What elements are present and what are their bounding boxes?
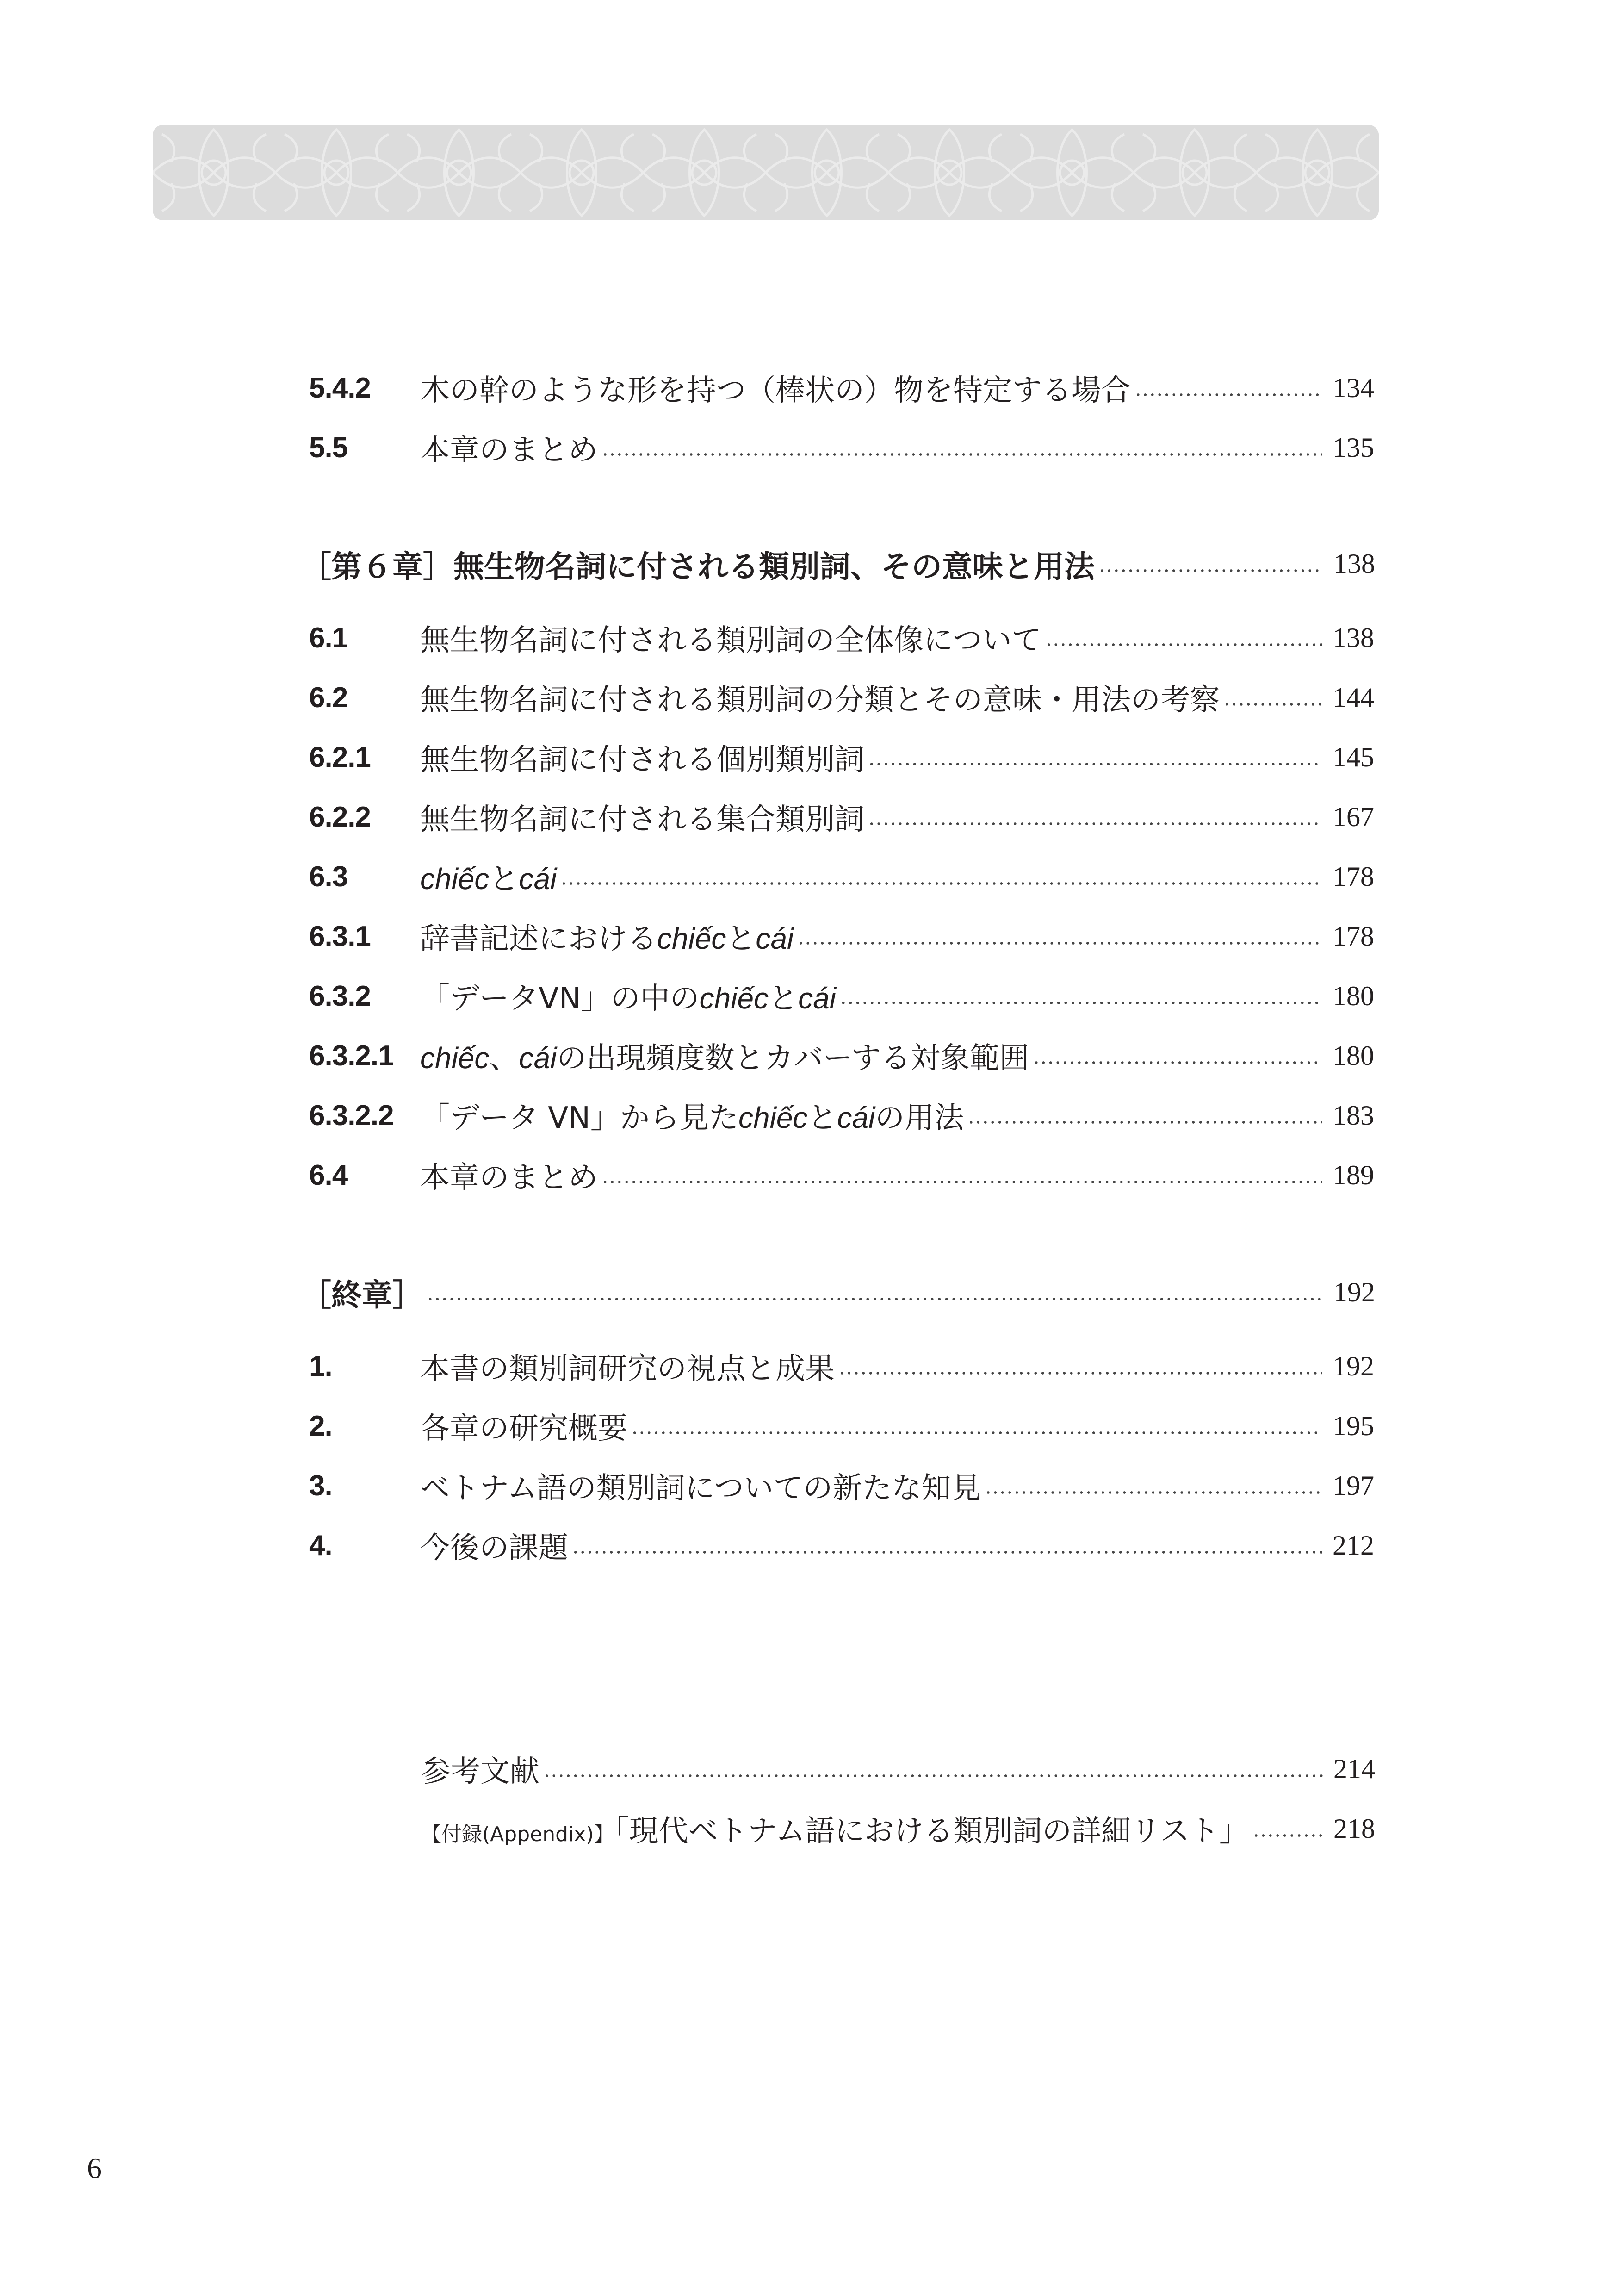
section-title: 木の幹のような形を持つ（棒状の）物を特定する場合 <box>420 373 1131 408</box>
dot-leader <box>1223 703 1322 706</box>
page-number: 138 <box>1333 622 1374 653</box>
section-number: 6.2.2 <box>309 801 371 833</box>
page-number: 144 <box>1333 682 1374 713</box>
page-number: 218 <box>1333 1813 1375 1844</box>
dot-leader <box>427 1298 1323 1300</box>
section-title: chiếc、cáiの出現頻度数とカバーする対象範囲 <box>420 1041 1029 1076</box>
dot-leader <box>560 882 1322 885</box>
toc-entry-final-3 <box>309 1460 1374 1511</box>
section-number: 6.3.1 <box>309 920 371 952</box>
chapter-title: ［終章］ <box>301 1277 423 1313</box>
section-number: 6.3 <box>309 860 348 893</box>
section-title: ベトナム語の類別詞についての新たな知見 <box>420 1471 981 1506</box>
dot-leader <box>985 1491 1322 1494</box>
page-number: 192 <box>1333 1276 1375 1307</box>
dot-leader <box>1252 1834 1323 1837</box>
section-number: 1. <box>309 1350 332 1382</box>
toc-entry-6-3-2 <box>309 971 1374 1021</box>
section-number: 6.1 <box>309 622 348 654</box>
dot-leader <box>840 1002 1322 1004</box>
dot-leader <box>797 942 1322 945</box>
appendix-label: 【付録(Appendix)】 <box>421 1823 614 1846</box>
page-number: 214 <box>1333 1753 1375 1784</box>
dot-leader <box>868 763 1322 765</box>
section-title: 無生物名詞に付される類別詞の分類とその意味・用法の考察 <box>420 683 1220 717</box>
toc-entry-5-5 <box>309 422 1374 473</box>
dot-leader <box>1134 393 1322 396</box>
page-number: 167 <box>1333 801 1374 832</box>
toc-entry-final-2 <box>309 1400 1374 1451</box>
section-number: 5.5 <box>309 431 348 464</box>
ornament-pattern <box>153 125 1379 220</box>
dot-leader <box>572 1551 1322 1554</box>
section-title: 各章の研究概要 <box>420 1412 627 1446</box>
toc-entry-6-1 <box>309 612 1374 663</box>
dot-leader <box>967 1121 1322 1124</box>
page-folio: 6 <box>87 2152 102 2184</box>
dot-leader <box>601 453 1322 456</box>
page-number: 135 <box>1333 432 1374 463</box>
toc-entry-6-3 <box>309 851 1374 902</box>
toc-entry-6-2-2 <box>309 791 1374 842</box>
page-number: 189 <box>1333 1159 1374 1190</box>
section-number: 6.3.2 <box>309 980 371 1012</box>
toc-entry-6-2-1 <box>309 732 1374 783</box>
page-number: 195 <box>1333 1410 1374 1441</box>
toc-final-chapter <box>301 1267 1375 1318</box>
section-number: 3. <box>309 1469 332 1502</box>
toc-entry-6-3-2-1 <box>309 1030 1374 1081</box>
section-number: 4. <box>309 1529 332 1562</box>
dot-leader <box>1045 643 1322 646</box>
section-number: 6.2 <box>309 681 348 714</box>
toc-entry-6-4 <box>309 1150 1374 1201</box>
section-title: 参考文献 <box>421 1755 539 1789</box>
section-number: 6.2.1 <box>309 741 371 773</box>
section-title: 今後の課題 <box>420 1531 568 1565</box>
section-title <box>421 1807 1249 1850</box>
dot-leader <box>1098 569 1323 572</box>
page-number: 197 <box>1333 1470 1374 1501</box>
section-number: 6.3.2.2 <box>309 1099 394 1132</box>
page-number: 183 <box>1333 1100 1374 1131</box>
toc-chapter-6 <box>301 538 1375 589</box>
section-title: 本章のまとめ <box>420 433 598 467</box>
toc-entry-6-3-1 <box>309 911 1374 962</box>
page-number: 212 <box>1333 1530 1374 1561</box>
toc-entry-final-4 <box>309 1520 1374 1571</box>
toc-entry-5-4-2 <box>309 362 1374 413</box>
section-number: 6.4 <box>309 1159 348 1191</box>
page-number: 180 <box>1333 980 1374 1011</box>
section-number: 5.4.2 <box>309 372 371 404</box>
page-number: 192 <box>1333 1350 1374 1381</box>
page-number: 178 <box>1333 861 1374 892</box>
header-ornament-banner <box>153 125 1379 220</box>
section-title: 辞書記述におけるchiếcとcái <box>420 922 794 956</box>
dot-leader <box>543 1774 1323 1777</box>
dot-leader <box>838 1372 1322 1375</box>
toc-entry-6-2 <box>309 672 1374 723</box>
toc-entry-6-3-2-2 <box>309 1090 1374 1141</box>
section-title: chiếcとcái <box>420 862 557 896</box>
page-number: 134 <box>1333 372 1374 403</box>
toc-appendix <box>421 1803 1375 1854</box>
section-title: 無生物名詞に付される集合類別詞 <box>420 803 864 837</box>
section-title: 本書の類別詞研究の視点と成果 <box>420 1352 835 1386</box>
chapter-title: ［第６章］無生物名詞に付される類別詞、その意味と用法 <box>301 548 1095 585</box>
section-title: 本章のまとめ <box>420 1161 598 1195</box>
section-title: 無生物名詞に付される個別類別詞 <box>420 743 864 777</box>
section-title: 「データVN」の中のchiếcとcái <box>420 982 836 1016</box>
section-title: 無生物名詞に付される類別詞の全体像について <box>420 623 1041 658</box>
page-number: 178 <box>1333 921 1374 952</box>
page-number: 145 <box>1333 741 1374 772</box>
page-number: 138 <box>1333 548 1375 579</box>
section-number: 2. <box>309 1410 332 1442</box>
dot-leader <box>631 1431 1322 1434</box>
section-number: 6.3.2.1 <box>309 1039 394 1072</box>
page-number: 180 <box>1333 1040 1374 1071</box>
section-title: 「データ VN」から見たchiếcとcáiの用法 <box>420 1101 964 1135</box>
dot-leader <box>601 1181 1322 1183</box>
toc-references <box>421 1743 1375 1794</box>
dot-leader <box>868 822 1322 825</box>
appendix-title: 「現代ベトナム語における類別詞の詳細リスト」 <box>614 1814 1249 1848</box>
toc-entry-final-1 <box>309 1341 1374 1392</box>
dot-leader <box>1033 1061 1322 1064</box>
